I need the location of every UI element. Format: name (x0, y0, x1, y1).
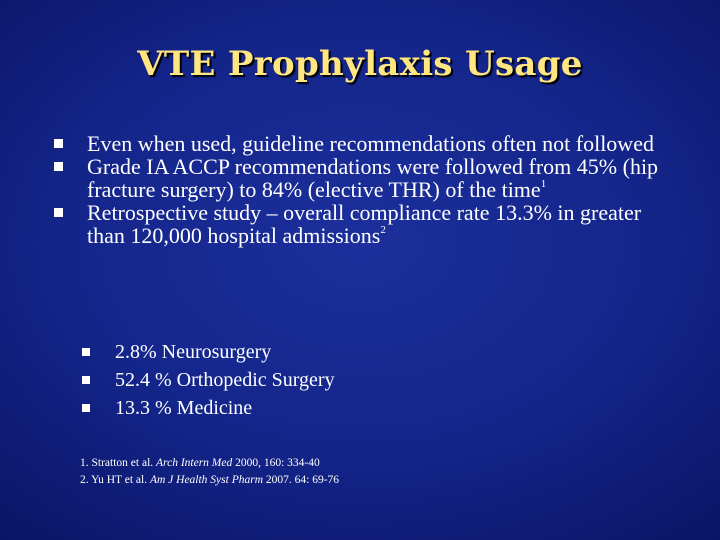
reference-authors: 2. Yu HT et al. (80, 474, 150, 486)
square-bullet-icon (82, 376, 90, 384)
sub-bullet-text: 13.3 % Medicine (115, 397, 253, 419)
square-bullet-icon (54, 162, 63, 171)
references (80, 455, 339, 489)
footnote-marker: 2 (380, 224, 386, 236)
square-bullet-icon (82, 404, 90, 412)
sub-bullet-item (80, 366, 335, 394)
bullet-text: Grade IA ACCP recommendations were followed from 45% (hip fracture surgery) to 84% (elective THR) of the time (87, 154, 659, 202)
sub-bullet-list (80, 338, 335, 422)
bullet-list (52, 132, 672, 247)
bullet-text: Retrospective study – overall compliance rate 13.3% in greater than 120,000 hospital admissions (87, 200, 642, 248)
reference-journal: Arch Intern Med (156, 457, 233, 469)
square-bullet-icon (54, 139, 63, 148)
bullet-item (52, 201, 672, 247)
reference-journal: Am J Health Syst Pharm (149, 474, 264, 486)
sub-bullet-item (80, 338, 335, 366)
sub-bullet-text: 2.8% Neurosurgery (115, 341, 272, 363)
reference-item (80, 455, 339, 472)
square-bullet-icon (54, 208, 63, 217)
bullet-item (52, 155, 672, 201)
bullet-item (52, 132, 672, 155)
sub-bullet-item (80, 394, 335, 422)
bullet-text: Even when used, guideline recommendations often not followed (87, 131, 654, 156)
slide-title: VTE Prophylaxis Usage (137, 44, 583, 84)
square-bullet-icon (82, 348, 90, 356)
reference-authors: 1. Stratton et al. (80, 457, 157, 469)
reference-citation: 2000, 160: 334-40 (232, 457, 320, 469)
reference-citation: 2007. 64: 69-76 (263, 474, 340, 486)
reference-item (80, 472, 339, 489)
footnote-marker: 1 (540, 178, 547, 190)
sub-bullet-text: 52.4 % Orthopedic Surgery (115, 369, 335, 391)
